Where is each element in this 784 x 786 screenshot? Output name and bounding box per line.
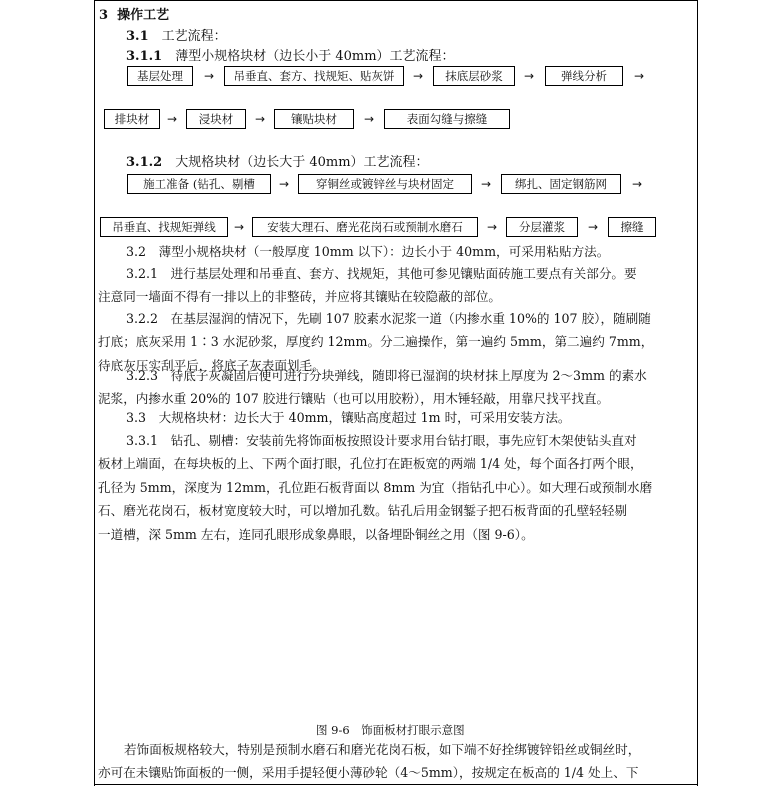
flow2-step-5: 安装大理石、磨光花岗石或预制水磨石 <box>252 217 478 237</box>
flow-arrow: → <box>167 112 178 126</box>
flow2-step-3: 绑扎、固定钢筋网 <box>501 174 621 194</box>
text-line: 3.2.3 待底子灰凝固后便可进行分块弹线，随即将已湿润的块材抹上厚度为 2～3mm 的素水 <box>126 368 647 383</box>
paragraph-3-2-3 <box>98 364 692 411</box>
flow-arrow: → <box>279 177 290 191</box>
flow1-step-7: 镶贴块材 <box>274 109 354 129</box>
paragraph-3-3-1 <box>98 429 692 546</box>
flow-arrow: → <box>204 69 215 83</box>
flow1-step-5: 排块材 <box>104 109 160 129</box>
flow-arrow: → <box>481 177 492 191</box>
flow2-step-6: 分层灌浆 <box>506 217 578 237</box>
flow-arrow: → <box>364 112 375 126</box>
text-line: 待底灰压实刮平后，将底子灰表面划毛。 <box>98 357 325 373</box>
figure-caption: 图 9-6 饰面板材打眼示意图 <box>316 723 465 737</box>
section-3-1-2-heading: 3.1.2 大规格块材（边长大于 40mm）工艺流程： <box>126 155 429 170</box>
text-line: 孔径为 5mm，深度为 12mm，孔位距石板背面以 8mm 为宜（指钻孔中心）。如大理石或预制水磨 <box>98 479 653 495</box>
text-line: 若饰面板规格较大，特别是预制水磨石和磨光花岗石板，如下端不好拴绑镀锌铅丝或铜丝时， <box>124 742 641 757</box>
flow2-step-4: 吊垂直、找规矩弹线 <box>100 217 228 237</box>
text-line: 板材上端面，在每块板的上、下两个面打眼，孔位打在距板宽的两端 1/4 处，每个面各打两个眼， <box>98 456 643 472</box>
flow-arrow: → <box>588 220 599 234</box>
paragraph-3-2-1 <box>98 262 692 309</box>
section-3-heading: 3 操作工艺 <box>99 8 170 23</box>
flow-arrow: → <box>234 220 245 234</box>
text-line: 亦可在未镶贴饰面板的一侧，采用手提轻便小薄砂轮（4～5mm），按规定在板高的 1/4 处上、下 <box>98 765 639 781</box>
flow-arrow: → <box>634 69 645 83</box>
text-line: 石、磨光花岗石，板材宽度较大时，可以增加孔数。钻孔后用金钢錾子把石板背面的孔壁轻轻剔 <box>98 503 627 519</box>
flow1-step-8: 表面勾缝与擦缝 <box>384 109 510 129</box>
text-line: 泥浆，内掺水重 20%的 107 胶进行镶贴（也可以用胶粉），用木锤轻敲，用靠尺找平找直。 <box>98 391 610 407</box>
paragraph-3-2 <box>98 240 692 263</box>
flow1-step-4: 弹线分析 <box>545 66 623 86</box>
text-line: 3.2 薄型小规格块材（一般厚度 10mm 以下）：边长小于 40mm，可采用粘贴方法。 <box>126 244 610 259</box>
section-3-1-heading: 3.1 工艺流程： <box>126 29 227 44</box>
paragraph-3-3 <box>98 406 692 429</box>
text-line: 注意同一墙面不得有一排以上的非整砖，并应将其镶贴在较隐蔽的部位。 <box>98 289 501 305</box>
flow-arrow: → <box>413 69 424 83</box>
flow2-step-7: 擦缝 <box>608 217 656 237</box>
text-line: 一道槽，深 5mm 左右，连同孔眼形成象鼻眼，以备埋卧铜丝之用（图 9-6）。 <box>98 526 534 542</box>
section-3-1-1-heading: 3.1.1 薄型小规格块材（边长小于 40mm）工艺流程： <box>126 49 455 64</box>
flow-arrow: → <box>255 112 266 126</box>
flow1-step-1: 基层处理 <box>127 66 193 86</box>
flow-arrow: → <box>632 177 643 191</box>
flow2-step-2: 穿铜丝或镀锌丝与块材固定 <box>298 174 472 194</box>
flow-arrow: → <box>487 220 498 234</box>
text-line: 3.2.2 在基层湿润的情况下，先刷 107 胶素水泥浆一道（内掺水重 10%的 107 胶），随刷随 <box>126 311 651 326</box>
text-line: 3.2.1 进行基层处理和吊垂直、套方、找规矩，其他可参见镶贴面砖施工要点有关部分。要 <box>126 266 637 281</box>
flow1-step-3: 抹底层砂浆 <box>433 66 515 86</box>
flow1-step-6: 浸块材 <box>186 109 246 129</box>
text-line: 3.3.1 钻孔、剔槽：安装前先将饰面板按照设计要求用台钻打眼，事先应钉木架使钻头直对 <box>126 433 637 448</box>
flow2-step-1: 施工准备 (钻孔、剔槽 <box>127 174 271 194</box>
flow1-step-2: 吊垂直、套方、找规矩、贴灰饼 <box>224 66 404 86</box>
text-line: 打底；底灰采用 1∶3 水泥砂浆，厚度约 12mm。分二遍操作，第一遍约 5mm，第二遍约 7mm， <box>98 334 654 350</box>
text-line: 3.3 大规格块材：边长大于 40mm，镶贴高度超过 1m 时，可采用安装方法。 <box>126 410 571 425</box>
paragraph-tail <box>98 738 692 785</box>
flow-arrow: → <box>524 69 535 83</box>
